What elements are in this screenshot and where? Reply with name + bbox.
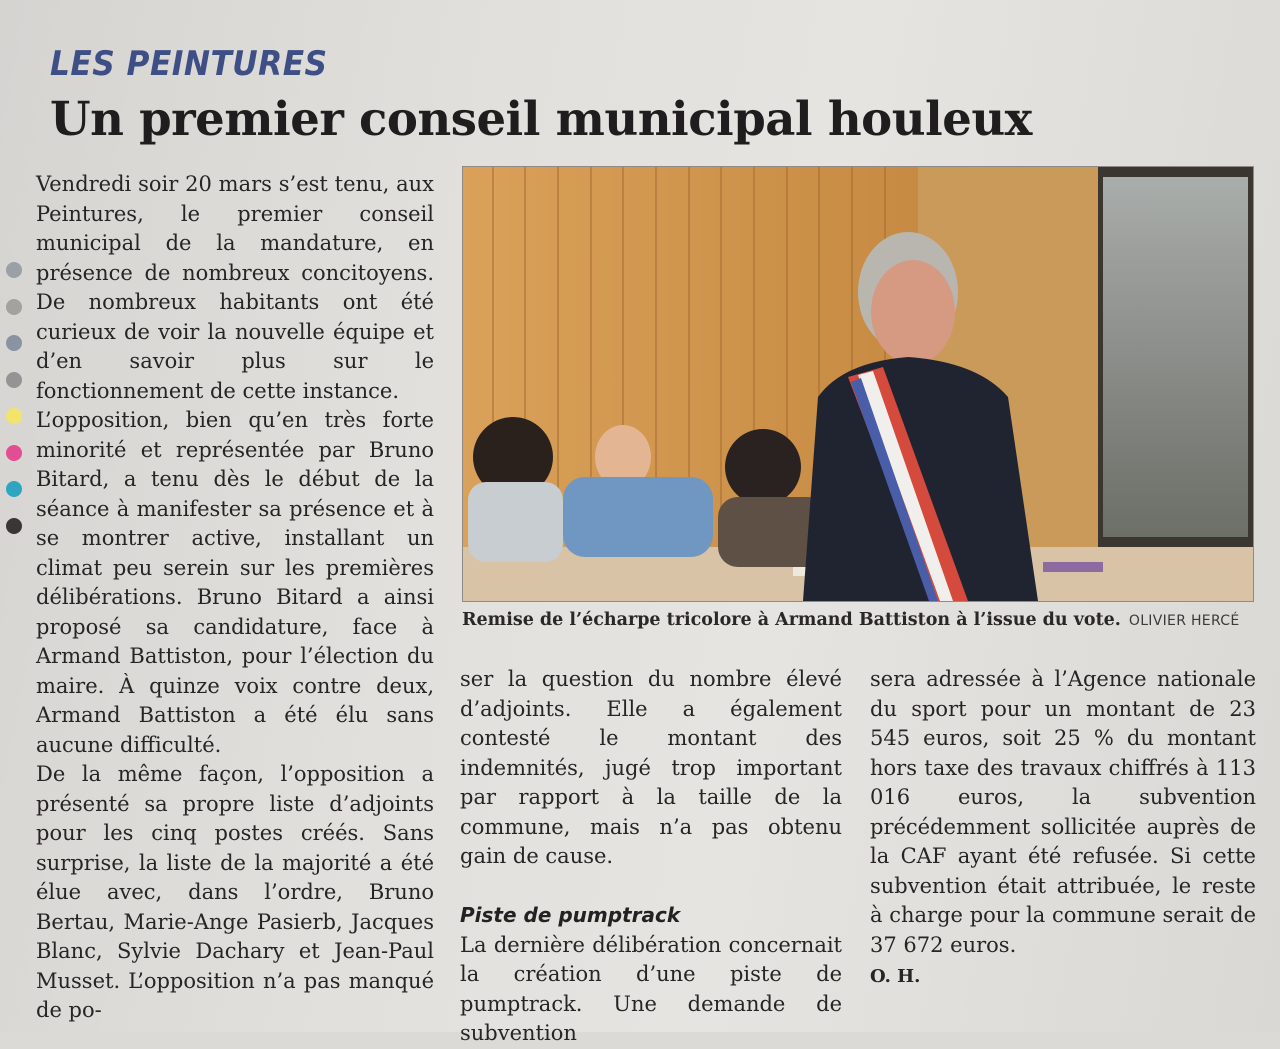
registration-dot	[6, 518, 22, 534]
registration-dot	[6, 372, 22, 388]
caption-text: Remise de l’écharpe tricolore à Armand Battiston à l’issue du vote.	[462, 610, 1121, 630]
section-kicker: LES PEINTURES	[50, 44, 328, 84]
paragraph: Vendredi soir 20 mars s’est tenu, aux Peintures, le premier conseil municipal de la mandature, en présence de nombreux concitoyens. De nombreux habitants ont été curieux de voir la nouvelle équipe et d’en savoir plus sur le fonctionnement de cette instance.	[36, 172, 434, 403]
article-column-3	[870, 665, 1256, 992]
registration-dot	[6, 445, 22, 461]
color-registration-dots	[6, 262, 26, 554]
registration-dot	[6, 262, 22, 278]
photo-caption	[462, 610, 1252, 630]
paragraph: La dernière délibération concernait la création d’une piste de pumptrack. Une demande de subvention	[460, 932, 842, 1045]
article-photo	[462, 166, 1254, 602]
council-photo-illustration	[463, 167, 1253, 601]
paragraph: De la même façon, l’opposition a présenté sa propre liste d’adjoints pour les cinq postes créés. Sans surprise, la liste de la majorité a été élue avec, dans l’ordre, Bruno Bertau, Marie-Ange Pasierb, Jacques Blanc, Sylvie Dachary et Jean-Paul Musset. L’opposition n’a pas manqué de po-	[36, 762, 434, 1022]
headline: Un premier conseil municipal houleux	[50, 92, 1032, 147]
registration-dot	[6, 481, 22, 497]
registration-dot	[6, 408, 22, 424]
registration-dot	[6, 299, 22, 315]
article-column-2	[460, 665, 842, 1049]
subheading: Piste de pumptrack	[460, 903, 681, 927]
registration-dot	[6, 335, 22, 351]
paragraph: ser la question du nombre élevé d’adjoints. Elle a également contesté le montant des indemnités, jugé trop important par rapport à la taille de la commune, mais n’a pas obtenu gain de cause.	[460, 667, 842, 868]
article-column-1	[36, 170, 434, 1026]
photo-credit: OLIVIER HERCÉ	[1128, 613, 1240, 629]
author-signature: O. H.	[870, 966, 921, 987]
paragraph: sera adressée à l’Agence nationale du sport pour un montant de 23 545 euros, soit 25 % du montant hors taxe des travaux chiffrés à 113 016 euros, la subvention précédemment sollicitée auprès de la CAF ayant été refusée. Si cette subvention était attribuée, le reste à charge pour la commune serait de 37 672 euros.	[870, 667, 1256, 957]
paragraph: L’opposition, bien qu’en très forte minorité et représentée par Bruno Bitard, a tenu dès le début de la séance à manifester sa présence et à se montrer active, installant un climat peu serein sur les premières délibérations. Bruno Bitard a ainsi proposé sa candidature, face à Armand Battiston, pour l’élection du maire. À quinze voix contre deux, Armand Battiston a été élu sans aucune difficulté.	[36, 408, 434, 757]
